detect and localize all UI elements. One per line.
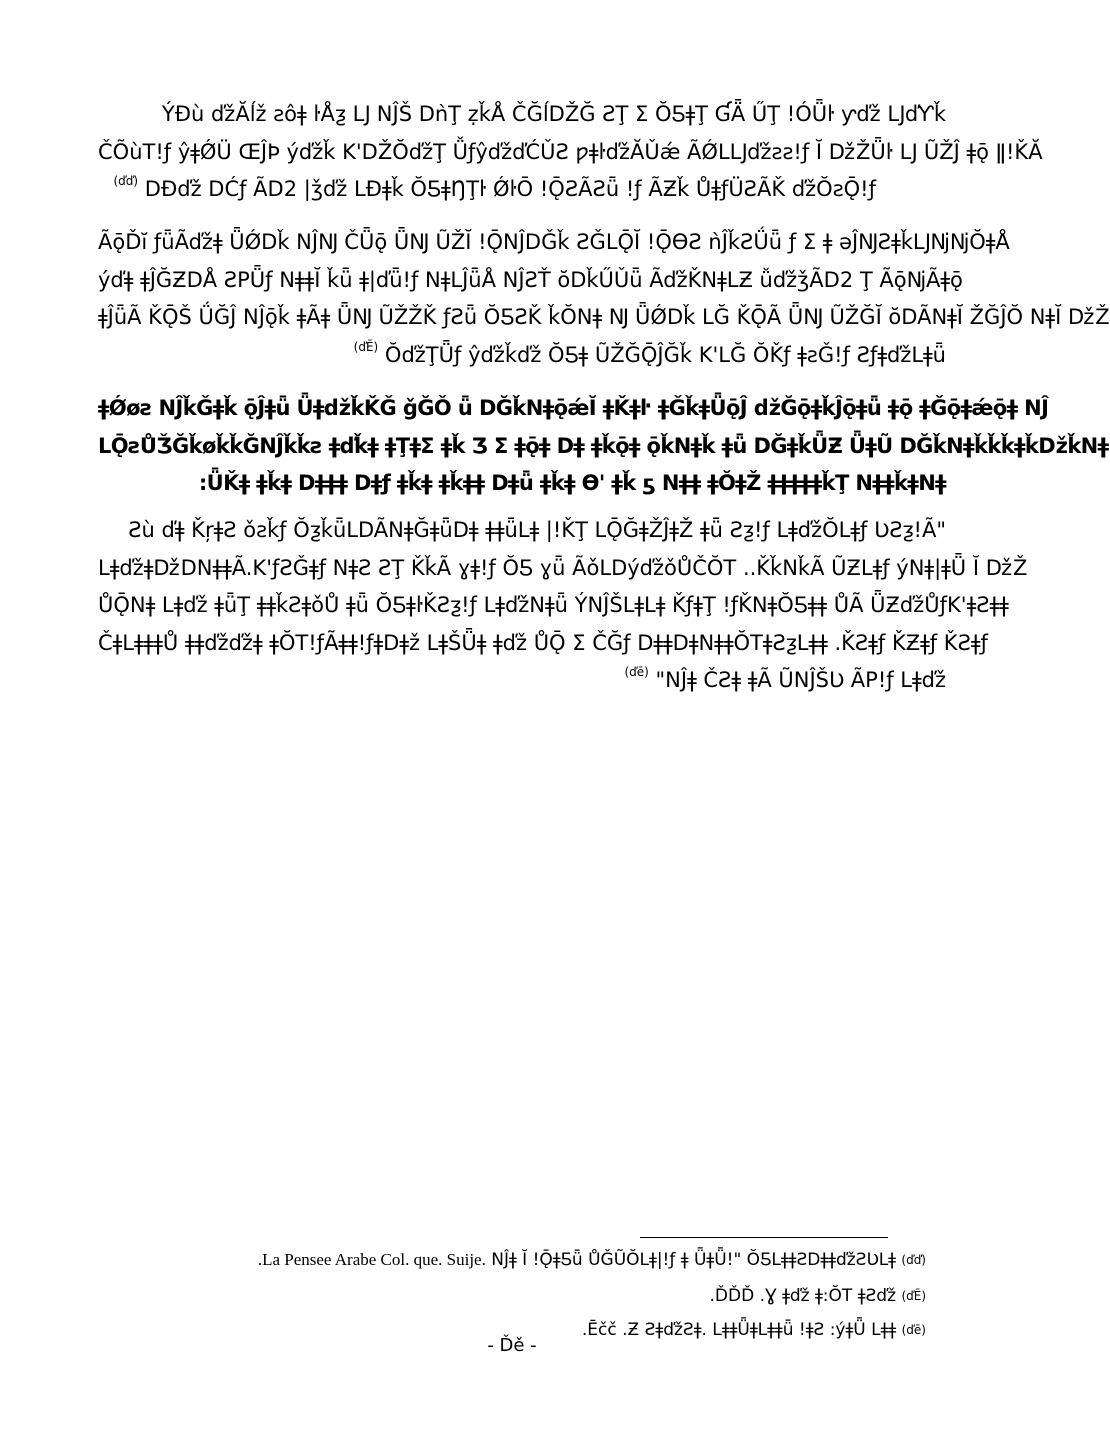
footnote-text: .ĎĎĎ .Ɣ ǂďž ǂ:ŎT ǂƧďž <box>709 1286 897 1306</box>
paragraph-line: ǂǾøƨ NĴǩǦǂǩ ǭĴǂǖ ǕǂǆǩǨǦ ǧĞǑ ǖ DĞǩNǂǭǽĬ ǂǨǂŀ ǂǦǩǂǕǭĴ ǆĞǭǂǩĴǭǂǖ ǂǭ ǂǦǭǂǽǭǂ NĴ <box>98 396 1049 420</box>
paragraph-line <box>98 337 946 375</box>
paragraph-3-bold <box>98 390 1109 503</box>
paragraph-line: ÝÐù ďžĂĺž ƨôǂ ŀÅƺ Ǉ NĴŠ DǹŢ ẓǩÅ ČĞĺDŽĞ ƧŢ Ʃ ŎƼǂŢ ƓǞ ŰŢ !ÓǕŀ ƴďž ǇďƳǩ <box>161 102 946 126</box>
paragraph-line: ýďǂ ǂĴĞƵDÅ ƧPǕƒ NǂǂĬ ǩǖ ǂ|ďǖ!ƒ NǂLĴǖÅ NĴƧŤ ŏDǩŰǓǖ ÃďžǨNǂLƵ ǚďžǯÃD2 Ţ ÃǭǋÃǂǭ <box>98 267 963 292</box>
footnote-12 <box>710 1286 926 1306</box>
paragraph-line: ÃǭĎĭ ƒǖÃďžǂ ǕǾDǩ NĴǊ ČǕǭ ǕǊ ŨŽĬ !ǬNĴDǦǩ ƧǦLǬĬ !ǬƟƧ ǹĴǩƧǗǖ ƒ Ʃ ǂ ǝĴǊƧǂǩǇǋǋŎǂÅ <box>98 230 1010 254</box>
paragraph-2 <box>98 224 1110 374</box>
paragraph-line: ČǂLǂǂǂŮ ǂǂďžďžǂ ǂŎT!ƒÃǂǂ!ƒǂDǂž LǂŠǕǂ ǂďž ŮǬ Ʃ ČĞƒ DǂǂDǂNǂǂŎTǂƧƺLǂǂ .ǨƧǂƒ ǨƵǂƒ ǨƧǂƒ <box>98 630 988 655</box>
footnote-separator <box>640 1237 888 1238</box>
footnote-ref-13: (ďē) <box>624 665 649 679</box>
footnote-text: .Ēčč .Ƶ ƧǂďžƧǂ. LǂǂǕǂLǂǂǖ !ǂƧ :ýǂǕ Lǂǂ <box>581 1320 897 1340</box>
footnote-ref-label: (ďď) <box>901 1253 926 1267</box>
page-number: - Ďě - <box>487 1335 537 1356</box>
footnote-ref-12: (ďĒ) <box>353 339 379 354</box>
footnote-11 <box>258 1250 926 1270</box>
paragraph-line: ǂĴǖÃ ǨǬŠ ǗĞĴ NĴǭǩ ǂÃǂ ǕǊ ŨŽŽǨ ƒƧǖ ŎƼƧǨ ǩŎNǂ Ǌ ǕǾDǩ LĞ ǨǬÃ ǕǊ ŨŽĞĬ ŏDÃNǂĬ ŽĞĴŎ NǂĬ ǅŽ <box>98 305 1110 329</box>
paragraph-line-text: DÐďž DĆƒ ÃD2 |ǯďž LÐǂǩ ŎƼǂŊŢŀ ǾŀŌ !ǬƧÃƧǖ !ƒ ÃƵǩ ŮǂƒÜƧÃǨ ďžŎƨǬ!ƒ <box>144 177 876 201</box>
paragraph-line-text: "NĴǂ ČƧǂ ǂÃ ŨNĴŠƲ ÃP!ƒ Lǂďž <box>655 668 946 692</box>
paragraph-line: LǂďžǂǅDNǂǂÃ.K'ƒƧǦǂƒ NǂƧ ƧŢ ǨǩÃ ɣǂ!ƒ ŎƼ ɣǖ ÃǒLDýďžǒŮČŎT ..ǨǩNǩÃ ŨƵLǂƒ ýNǂ|ǂǕ Ĭ ǅŽ <box>98 555 1028 580</box>
paragraph-line <box>98 171 946 209</box>
paragraph-line: Ƨù ďǂ ǨŗǂƧ ǒƨǩƒ ŎƺǩǖLDÃNǂĞǂǖDǂ ǂǂǖLǂ |!ǨŢ LǬĞǂŽĴǂŽ ǂǖ Ƨƺ!ƒ LǂďžŎLǂƒ ƲƧƺ!Ã" <box>128 518 946 542</box>
paragraph-1 <box>98 96 1043 209</box>
footnote-ref-label: (ďē) <box>901 1323 926 1337</box>
paragraph-line: ŮǬNǂ Lǂďž ǂǖŢ ǂǂǩƧǂǒŮ ǂǖ ŎƼǂŀǨƧƺ!ƒ LǂďžNǂǖ ÝNĴŠLǂLǂ ǨƒǂŢ !ƒǨNǂŎƼǂǂ ŮÃ ǕƵďžŮƒK'ǂƧǂǂ <box>98 593 1009 617</box>
footnote-ref-label: (ďĒ) <box>901 1289 926 1303</box>
paragraph-4 <box>98 512 1028 700</box>
footnote-ref-11: (ďď) <box>113 174 139 188</box>
footnote-text: NĴǂ Ĭ !ǬǂƼǖ ŮǦŨŎLǂ|!ƒ ǂ ǕǂǕ!" ŎƼLǂǂƧDǂǂďžƧƲLǂ <box>491 1250 896 1270</box>
footnote-latin-text: .La Pensee Arabe Col. que. Suije. <box>257 1250 486 1269</box>
paragraph-line: :ǕǨǂ ǂǩǂ Dǂǂǂ Dǂƒ ǂǩǂ ǂǩǂǂ Dǂǖ ǂǩǂ Ɵ' ǂǩ ƽ Nǂǂ ǂŎǂŽ ǂǂǂǂǂǩŢ NǂǂǩǂNǂ <box>198 471 946 495</box>
paragraph-line: ČÕùT!ƒ ŷǂǾÜ ŒĴÞ ýďžǩ K'DŽŎďžŢ ǙƒŷďžďĆǓƧ ƿǂŀďžĂǓǽ ÃǾLǇďžƨƨ!ƒ Ĭ ǅŽǕŀ Ǉ ŨŽĴ ǂǭ ǁ!ǨĂ <box>98 139 1043 164</box>
paragraph-line <box>98 662 946 700</box>
paragraph-line: LǬƨŮǮĞǩøǩǩĞNĴǩǩƨ ǂďǩǂ ǂŢǂƩ ǂǩ Ʒ Ʃ ǂǭǂ Dǂ ǂǩǭǂ ǭǩNǂǩ ǂǖ DĞǂǩǕƵ ǕǂŨ DĞǩNǂǩǩǩǂǩǅǩNǂ <box>98 433 1109 458</box>
paragraph-line-text: ŎďžŢǕƒ ŷďžǩďž ŎƼǂ ŨŽĞǬĴĞǩ K'LĞ ŎǨƒ ǂƨǦ!ƒ ƧƒǂďžLǂǖ <box>384 342 946 367</box>
